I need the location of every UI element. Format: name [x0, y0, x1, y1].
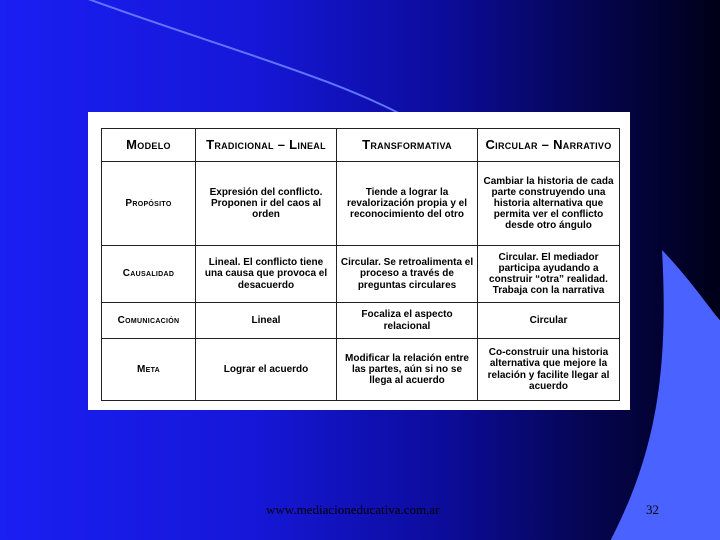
header-cell: Tradicional – Lineal: [196, 129, 337, 162]
table-cell: Lograr el acuerdo: [196, 339, 337, 401]
header-cell: Transformativa: [337, 129, 478, 162]
table-row: [102, 303, 620, 339]
row-label: Meta: [102, 339, 196, 401]
table-cell: Lineal. El conflicto tiene una causa que provoca el desacuerdo: [196, 246, 337, 303]
table-cell: Expresión del conflicto. Proponen ir del caos al orden: [196, 162, 337, 246]
page-number: 32: [646, 502, 659, 517]
table-cell: Tiende a lograr la revalorización propia y el reconocimiento del otro: [337, 162, 478, 246]
table-cell: Focaliza el aspecto relacional: [337, 303, 478, 339]
table-cell: Circular: [478, 303, 620, 339]
table-cell: Cambiar la historia de cada parte construyendo una historia alternativa que permita ver el conflicto desde otro ángulo: [478, 162, 620, 246]
table-row: [102, 339, 620, 401]
header-cell: Circular – Narrativo: [478, 129, 620, 162]
header-cell: Modelo: [102, 129, 196, 162]
comparison-table: [101, 128, 620, 401]
accent-curve-top: [0, 0, 420, 125]
row-label: Propósito: [102, 162, 196, 246]
table-row: [102, 162, 620, 246]
row-label: Causalidad: [102, 246, 196, 303]
table-header-row: [102, 129, 620, 162]
footer-url: www.mediacioneducativa.com.ar: [266, 502, 440, 517]
table-cell: Modificar la relación entre las partes, aún si no se llega al acuerdo: [337, 339, 478, 401]
table-cell: Circular. Se retroalimenta el proceso a través de preguntas circulares: [337, 246, 478, 303]
table-cell: Circular. El mediador participa ayudando a construir “otra” realidad. Trabaja con la narrativa: [478, 246, 620, 303]
table-cell: Lineal: [196, 303, 337, 339]
slide-table-panel: [88, 112, 630, 410]
table-row: [102, 246, 620, 303]
row-label: Comunicación: [102, 303, 196, 339]
table-cell: Co-construir una historia alternativa que mejore la relación y facilite llegar al acuerdo: [478, 339, 620, 401]
